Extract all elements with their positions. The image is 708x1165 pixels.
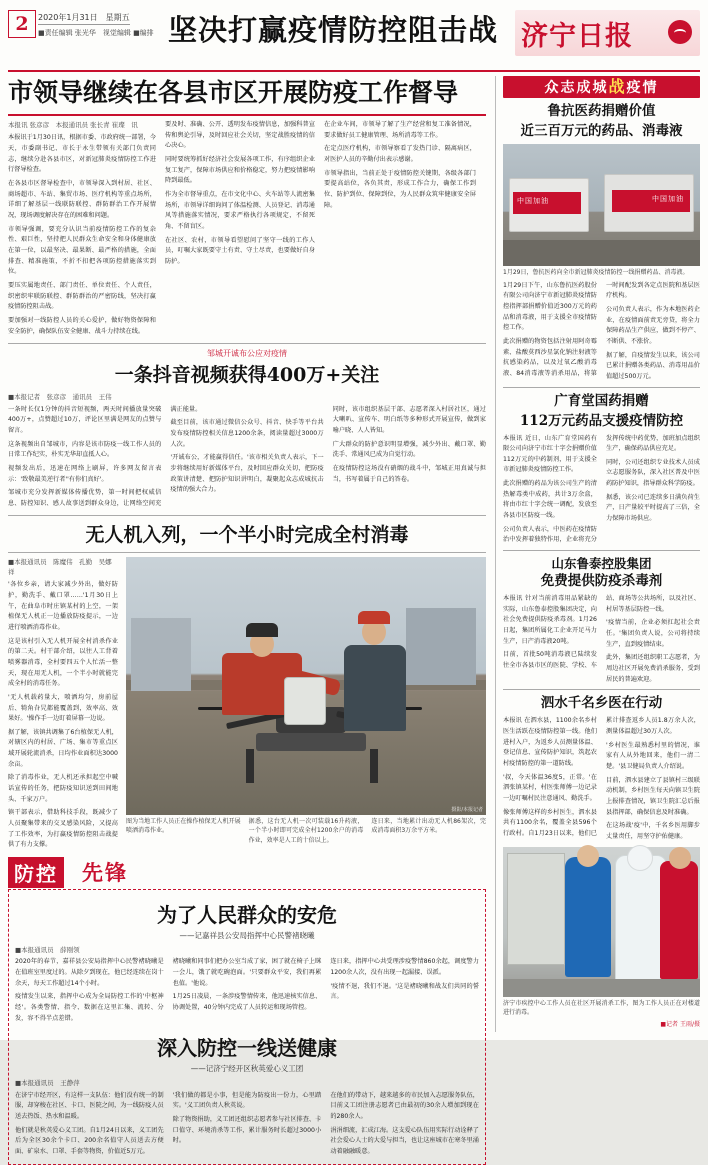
paragraph: '疫情当前，企业必须扛起社会责任。'集团负责人说，公司将持续生产，直到疫情结束。 xyxy=(606,619,700,648)
paragraph: 据悉，该公司已连续多日满负荷生产，日产量较平时提高了三倍，全力保障市场供应。 xyxy=(606,493,700,523)
paragraph: '各位乡亲，请大家减少外出，做好防护，勤洗手、戴口罩……'1月30日上午，在曲阜市时庄镇某村的上空，一架植保无人机正一边播放防疫提示，一边进行喷洒消毒作业。 xyxy=(8,581,118,631)
paragraph: 目前，首批50吨消毒液已陆续发往全市各县市区的医院、学校、车站、商场等公共场所，以及社区、村居等基层防控一线。 xyxy=(503,595,700,669)
paragraph: '无人机载药量大，喷洒均匀，房前屋后、犄角旮旯都能覆盖到，效率高、效果好。'操作手一边盯着屏幕一边说。 xyxy=(8,693,118,723)
divider xyxy=(8,114,486,116)
paragraph: 作为全市督导重点，在市文化中心、火车站等人流密集场所，市领导详细询问了体温检测、人员登记、消毒通风等措施落实情况，要求严格执行各项规定，不留死角、不留盲区。 xyxy=(165,190,315,230)
paragraph: 连日来，指挥中心共受理涉疫警情860余起，调度警力1200余人次，没有出现一起漏接、误派。 xyxy=(330,958,479,977)
byline-text: 本报讯 张彦彦 本报通讯员 张长青 崔璨 讯 xyxy=(8,121,138,129)
lead-byline xyxy=(8,120,156,130)
paragraph: 镇干部表示，借助科技手段，既减少了人员聚集带来的交叉感染风险，又提高了工作效率，为打赢疫情防控阻击战提供了有力支撑。 xyxy=(8,809,118,849)
story1-body xyxy=(15,957,479,1024)
paragraph: 要及时、准确、公开、透明发布疫情信息，加强科普宣传和舆论引导，及时回应社会关切，坚定战胜疫情的信心决心。 xyxy=(165,121,315,150)
person-dark-coat xyxy=(344,645,406,731)
paragraph: '叔，今天体温36度5，正常。'在泗张镇某村，村医张师傅一边记录一边叮嘱村民注意通风、勤洗手。 xyxy=(503,773,597,802)
story1-byline: ■本报通讯员 薛刚领 xyxy=(15,946,80,955)
paragraph: 这是该村引入无人机开展全村消杀作业的第二天。村干部介绍，以往人工背着喷雾器消毒，全村要四五个人忙活一整天，现在用无人机，一个半小时就能完成全村的消毒任务。 xyxy=(8,637,118,688)
divider xyxy=(503,387,700,388)
paragraph: 1月25日凌晨，一条涉疫警情传来，他迅速核实信息、协调处置，40分钟内完成了人员转运和现场管控。 xyxy=(172,993,322,1012)
divider xyxy=(503,689,700,690)
spray-tank xyxy=(284,677,326,725)
date-bar xyxy=(38,12,130,25)
paragraph: '我们做的都是小事，但是能为防疫出一份力，心里踏实。'义工团负责人秋英说。 xyxy=(172,1091,322,1110)
drone-caption-3: 连日来，当地累计出动无人机86架次，完成消毒面积3万余平方米。 xyxy=(371,817,487,835)
donation-photo xyxy=(503,144,700,266)
story1-title: 为了人民群众的安危 xyxy=(157,903,337,928)
story2-body xyxy=(15,1091,479,1158)
story1-subtitle: ——记嘉祥县公安局指挥中心民警褚晓曦 xyxy=(179,931,315,941)
paragraph: 本报讯 针对当前消毒用品紧缺的实际，山东鲁泰控股集团决定，向社会免费提供防疫杀毒剂。1月26日起，集团所属化工企业开足马力生产，日产消毒液20吨。 xyxy=(503,595,597,645)
story2-subtitle: ——记济宁经开区秋英爱心义工团 xyxy=(190,1064,304,1074)
person-red-coat-2 xyxy=(660,861,698,979)
zoucheng-title: 一条抖音视频获得400万+关注 xyxy=(114,364,380,387)
item3-body xyxy=(503,594,700,685)
left-columns xyxy=(8,76,487,1156)
date-text: 2020年1月31日 星期五 xyxy=(38,12,130,25)
paragraph: 此次捐赠的物资包括注射用阿奇霉素、盐酸莫西沙星氯化钠注射液等抗感染药品，以及过氧乙酸消毒液、84消毒液等消杀用品，将第一时间配发到各定点医院和基层医疗机构。 xyxy=(503,281,700,377)
paragraph: 市领导强调，要充分认识当前疫情防控工作的复杂性、艰巨性，坚持把人民群众生命安全和身体健康放在第一位，以最坚决、最果断、最严格的措施，全面排查、精准施策，不折不扣把各项防控措施落实到位。 xyxy=(8,225,156,276)
paragraph: 本报讯 在泗水县，1100余名乡村医生活跃在疫情防控第一线。他们进村入户，为返乡人员测量体温、登记信息、宣传防护知识，筑起农村疫情防控的第一道防线。 xyxy=(503,717,597,767)
fangkong-banner xyxy=(8,857,486,887)
door-panel xyxy=(507,853,565,965)
paragraph: 同时，公司还组织专业技术人员成立志愿服务队，深入社区普及中医药防护知识，指导群众科学防疫。 xyxy=(606,458,700,488)
divider xyxy=(503,550,700,551)
divider xyxy=(8,552,486,553)
person-head xyxy=(577,845,599,867)
paragraph: 他们就是秋英爱心义工团。自1月24日以来，义工团先后为全区30余个卡口、200余名值守人员送去方便面、矿泉水、口罩、手套等物资，价值近5万元。 xyxy=(15,1126,164,1156)
paragraph: 除了物资捐助，义工团还组织志愿者参与社区排查、卡口值守、环境消杀等工作，累计服务时长超过3000小时。 xyxy=(172,1116,322,1145)
paragraph: 除了消毒作业，无人机还承担起空中喊话宣传的任务，把防疫知识送到田间地头、千家万户。 xyxy=(8,774,118,803)
paragraph: 广大群众的防护意识明显增强，减少外出、戴口罩、勤洗手、常通风已成为自觉行动。 xyxy=(332,440,486,459)
paragraph: 公司负责人表示，中医药在疫情防治中发挥着独特作用，企业将充分发挥传统中药优势，加班加点组织生产，确保药品供应充足。 xyxy=(503,434,700,544)
paragraph: 像张师傅这样的乡村医生，泗水县共有1100余名，覆盖全县596个行政村。自1月23日以来，他们已累计排查返乡人员1.8万余人次，测量体温超过30万人次。 xyxy=(503,717,700,837)
item2-body xyxy=(503,434,700,547)
masthead xyxy=(8,8,700,72)
paragraph: 1月29日下午，山东鲁抗医药股份有限公司向济宁市新冠肺炎疫情防控指挥部捐赠价值近300万元的药品和消毒液，用于支援全市疫情防控工作。 xyxy=(503,281,597,332)
editor-line: ■责任编辑 张光华 视觉编辑 ■编排 xyxy=(38,29,154,37)
paragraph: 在企业车间，市领导了解了生产经营和复工准备情况，要求做好员工健康管理、场所消毒等工作。 xyxy=(324,121,476,139)
banner-mid-text: 战 xyxy=(608,77,627,96)
zoucheng-kicker: 邹城开诚布公应对疫情 xyxy=(207,349,287,359)
paragraph: 褚晓曦和同事们把办公室当成了家，困了就在椅子上眯一会儿，饿了就吃碗泡面。'只要群众平安，我们再累也值。'他说。 xyxy=(172,958,322,987)
fangkong-box xyxy=(8,889,486,1165)
lead-article-title: 市领导继续在各县市区开展防疫工作督导 xyxy=(8,78,459,107)
paragraph: 本报讯 近日，山东广育堂国药有限公司向济宁市红十字会捐赠价值112万元的中药制剂，用于支援全市新冠肺炎疫情防控工作。 xyxy=(503,434,597,474)
paragraph: 在疫情防控这场没有硝烟的战斗中，邹城正用真诚与担当，书写着属于自己的答卷。 xyxy=(332,464,486,483)
paper-logo xyxy=(515,10,700,56)
paragraph: 据了解，自疫情发生以来，该公司已累计捐赠各类药品、消毒用品价值超过500万元。 xyxy=(606,351,700,380)
photo-watermark: 摄影/本报记者 xyxy=(451,806,483,813)
banner-red-1-text: 中国加油 xyxy=(517,197,549,205)
zhongzhichengcheng-banner xyxy=(503,76,700,98)
item1-caption: 1月29日，鲁抗医药向全市新冠肺炎疫情防控一线捐赠药品、消毒液。 xyxy=(503,269,689,276)
paragraph: '乡村医生最熟悉村里的情况，谁家有人从外地回来，他们一清二楚。'县卫健局负责人介绍说。 xyxy=(606,741,700,770)
paragraph: 公司负责人表示，作为本地医药企业，在疫情面前责无旁贷，将全力保障药品生产供应，做到不停产、不断供、不涨价。 xyxy=(606,305,700,345)
drone-byline: ■本报通讯员 陈魔伟 孔勤 吴娜祥 xyxy=(8,557,112,576)
drone-title: 无人机入列，一个半小时完成全村消毒 xyxy=(85,523,409,546)
page-number: 2 xyxy=(8,10,36,38)
paragraph: '疫情不退，我们不退。'这是褚晓曦和战友们共同的誓言。 xyxy=(330,982,479,1001)
paragraph: 视频发出后，迅速在网络上刷屏，许多网友留言表示：'致敬最美逆行者''有你们真好'。 xyxy=(8,464,162,483)
story2-title: 深入防控一线送健康 xyxy=(157,1036,337,1061)
divider xyxy=(8,343,486,344)
paragraph: 在定点医疗机构，市领导察看了发热门诊、隔离病区，对医护人员的辛勤付出表示感谢。 xyxy=(324,145,476,163)
item4-caption: 济宁市疾控中心工作人员在社区开展消杀工作，图为工作人员正在对楼道进行消毒。 xyxy=(503,999,700,1017)
paragraph: 此外，集团还组织职工志愿者，为周边社区开展免费消杀服务，受到居民的普遍欢迎。 xyxy=(606,654,700,683)
person-blue-coat xyxy=(565,857,611,977)
paragraph: 同时要统筹抓好经济社会发展各项工作，有序组织企业复工复产，保障市场供应和价格稳定，努力把疫情影响降到最低。 xyxy=(165,155,315,185)
paragraph: 在这场战'疫'中，千名乡医用脚步丈量责任，用坚守护佑健康。 xyxy=(606,822,700,840)
paragraph: 目前，泗水县建立了县镇村三级联动机制，乡村医生每天向镇卫生院上报排查情况，镇卫生院汇总后报县指挥部，确保信息及时准确。 xyxy=(606,776,700,816)
paragraph: 2020年的春节，嘉祥县公安局指挥中心民警褚晓曦是在值班室里度过的。从除夕到现在，他已经连续在岗十余天，每天工作超过14个小时。 xyxy=(15,958,164,987)
paragraph: 同时，该市组织基层干部、志愿者深入村居社区，通过大喇叭、宣传车、明白纸等多种形式开展宣传，做到家喻户晓、人人皆知。 xyxy=(332,405,486,434)
paragraph: 疫情发生以来，指挥中心成为全局防控工作的'中枢神经'。各类警情、指令、数据在这里汇集、流转、分发，容不得半点差错。 xyxy=(15,993,164,1022)
logo-circle-icon xyxy=(668,20,692,44)
fangkong-badge-1: 防控 xyxy=(8,857,64,888)
paragraph: 邹城市充分发挥新媒体传播优势，第一时间把权威信息、防控知识、感人故事送到群众身边，让网络空间充满正能量。 xyxy=(8,405,202,507)
item4-title-1: 泗水千名乡医在行动 xyxy=(540,695,663,712)
item1-body xyxy=(503,281,700,383)
item4-caption-credit: ■记者 王雨/摄 xyxy=(660,1020,700,1028)
page-body xyxy=(8,76,700,1156)
paragraph: 在他们的带动下，越来越多的市民加入志愿服务队伍，目前义工团注册志愿者已由最初的30余人增加到现在的280余人。 xyxy=(330,1091,479,1121)
item4-body xyxy=(503,716,700,842)
banner-right-text: 疫情 xyxy=(626,80,659,96)
item2-title-2: 112万元药品支援疫情防控 xyxy=(519,412,684,429)
paragraph: 在各县市区督导检查中，市领导深入到村居、社区、商场超市、车站、集贸市场、医疗机构等重点场所，详细了解基层一线联防联控、群防群治工作开展情况，现场调度解决存在的困难和问题。 xyxy=(8,180,156,219)
item3-company: 山东鲁泰控股集团 xyxy=(551,556,652,572)
banner-left-text: 众志成城 xyxy=(544,80,609,96)
paragraph: 要加强对一线防控人员的关心爱护，做好物资保障和安全防护，确保队伍安全健康、战斗力持续在线。 xyxy=(8,316,156,335)
right-column xyxy=(495,76,700,1032)
drone-caption: 图为当地工作人员正在操作植保无人机开展喷洒消毒作业。 xyxy=(126,817,241,835)
paragraph: 此次捐赠的药品为该公司生产的清热解毒类中成药，共计3万余盒，将由市红十字会统一调配，发放至各县市区防疫一线。 xyxy=(503,480,597,520)
item1-title-2: 近三百万元的药品、消毒液 xyxy=(520,123,683,139)
zoucheng-body xyxy=(8,405,486,510)
fangkong-badge-2: 先锋 xyxy=(82,860,128,886)
banner-red-2-text: 中国加油 xyxy=(652,195,684,203)
paragraph: 一条时长仅1分钟的抖音短视频，两天时间播放量突破400万+，点赞超过10万，评论区里满是网友的点赞与留言。 xyxy=(8,405,162,434)
drone-photo xyxy=(126,557,486,815)
paragraph: 涓涓细流，汇成江海。这支爱心队伍用实际行动诠释了社会爱心人士的大爱与担当，也让这座城市在寒冬里涌动着融融暖意。 xyxy=(330,1126,479,1156)
item1-title-1: 鲁抗医药捐赠价值 xyxy=(547,103,656,119)
divider xyxy=(8,515,486,516)
paragraph: 这条视频出自邹城市，内容是该市防疫一线工作人员的日常工作纪实，朴实无华却直抵人心。 xyxy=(8,440,162,459)
paragraph: 要压实属地责任、部门责任、单位责任、个人责任，织密织牢联防联控、群防群治的严密防线，坚决打赢疫情防控阻击战。 xyxy=(8,281,156,311)
paragraph: 在社区、农村，市领导看望慰问了坚守一线的工作人员，叮嘱大家既要守土有责、守土尽责，也要做好自身防护。 xyxy=(165,236,315,265)
item3-title-1: 免费提供防疫杀毒剂 xyxy=(540,573,663,590)
item2-title-1: 广育堂国药捐赠 xyxy=(554,392,649,409)
paragraph: 据了解，该镇共调集了6台植保无人机，对辖区内的村居、广场、集市等重点区域开展轮流消杀，日均作业面积达3000余亩。 xyxy=(8,728,118,768)
drone-caption-2: 据悉，这台无人机一次可装载16升药液，一个半小时即可完成全村1200余户的消毒作业，效率是人工的十倍以上。 xyxy=(248,817,364,844)
story2-byline: ■本报通讯员 王静萍 xyxy=(15,1079,80,1088)
disinfection-photo xyxy=(503,847,700,997)
paragraph: '开诚布公，才能赢得信任。'该市相关负责人表示，下一步将继续用好新媒体平台，及时回应群众关切，把防疫政策讲清楚、把防护知识讲明白，凝聚起众志成城抗击疫情的强大合力。 xyxy=(170,454,324,494)
paragraph: 本报讯于1月30日讯，根据市委、市政府统一部署，今天，市委副书记、市长于永生带领有关部门负责同志，继续分赴各县市区，对新冠肺炎疫情防控工作进行督导检查。 xyxy=(8,134,156,174)
zoucheng-byline: ■本报记者 张彦彦 通讯员 王伟 xyxy=(8,393,112,402)
paragraph: 截至目前，该市通过微信公众号、抖音、快手等平台共发布疫情防控相关信息1200余条，阅读量超过3000万人次。 xyxy=(170,419,324,448)
paragraph: 市领导指出，当前正处于疫情防控关键期，各级各部门要提高站位，各负其责，形成工作合力，确保工作到位、防护到位、保障到位，为人民群众筑牢健康安全屏障。 xyxy=(324,169,476,209)
campaign-headline: 坚决打赢疫情防控阻击战 xyxy=(168,13,499,47)
paragraph: 在济宁市经开区，有这样一支队伍：他们没有统一的制服，却穿梭在社区、卡口、医院之间，为一线防疫人员送去热饭、热水和温暖。 xyxy=(15,1091,164,1121)
paper-name: 济宁日报 xyxy=(521,21,633,52)
